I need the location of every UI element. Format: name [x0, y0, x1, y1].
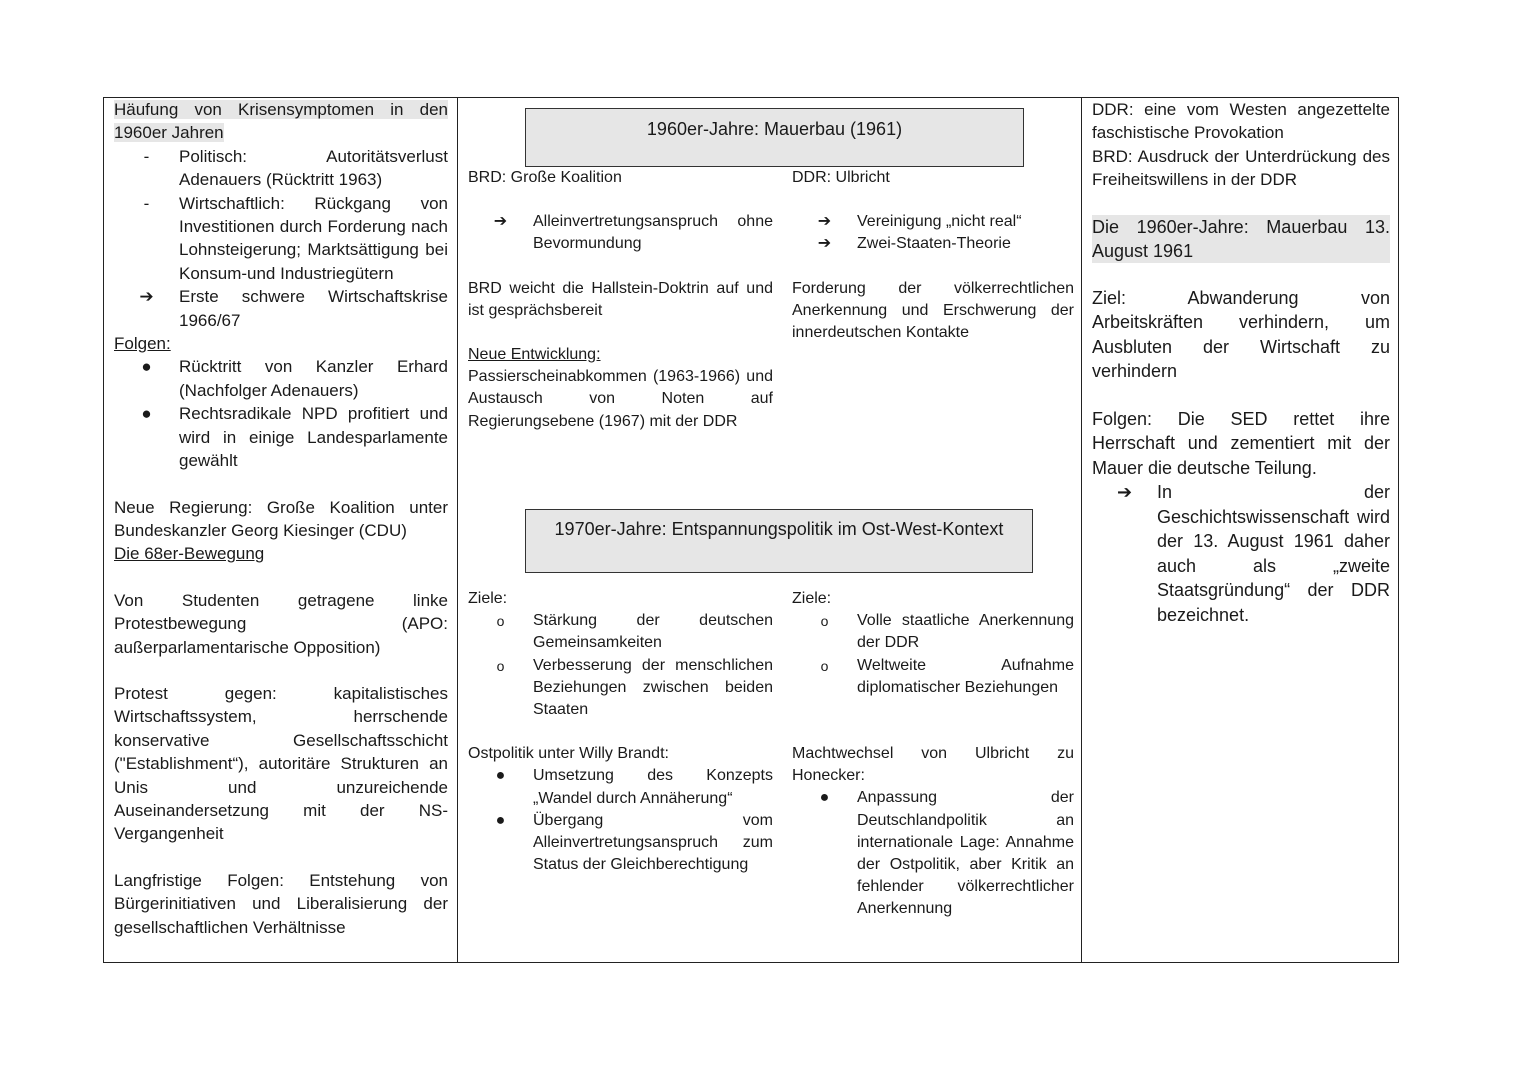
arrow-icon: ➔: [817, 235, 832, 253]
column-1960s-crisis: [114, 98, 448, 939]
regierung-text: Neue Regierung: Große Koalition unter Bundeskanzler Georg Kiesinger (CDU): [114, 497, 448, 540]
list-item-text: Stärkung der deutschen Gemeinsamkeiten: [533, 612, 773, 652]
bullet-marker: ●: [495, 767, 506, 785]
mauerbau-heading: Die 1960er-Jahre: Mauerbau 13. August 1961: [1092, 216, 1390, 261]
bullet-marker: ●: [819, 789, 830, 807]
brd-1960s-column: [468, 167, 773, 433]
column-divider: [457, 98, 458, 962]
list-item: [114, 402, 448, 472]
list-item: [114, 145, 448, 192]
brd-header: BRD: Große Koalition: [468, 169, 622, 186]
neue-entwicklung-label: Neue Entwicklung:: [468, 346, 601, 364]
dash-marker: -: [143, 146, 150, 166]
list-item-text: Rechtsradikale NPD profitiert und wird in einige Landesparlamente gewählt: [179, 404, 448, 471]
list-item: [468, 610, 773, 654]
ziele-label: Ziele:: [468, 590, 508, 607]
list-item: [792, 787, 1074, 920]
folgen-text: Folgen: Die SED rettet ihre Herrschaft und zementiert mit der Mauer die deutsche Teilung.: [1092, 408, 1390, 478]
ddr-view-text: DDR: eine vom Westen angezettelte faschistische Provokation: [1092, 100, 1390, 143]
list-item-text: Verbesserung der menschlichen Beziehungen zwischen beiden Staaten: [533, 656, 773, 719]
list-item: [792, 655, 1074, 699]
list-item-text: Umsetzung des Konzepts „Wandel durch Annäherung“: [533, 767, 773, 807]
studenten-text: Von Studenten getragene linke Protestbewegung (APO: außerparlamentarische Opposition): [114, 590, 448, 657]
list-item-text: Politisch: Autoritätsverlust Adenauers (Rücktritt 1963): [179, 146, 448, 190]
circle-marker: o: [496, 657, 505, 674]
section-title: 1960er-Jahre: Mauerbau (1961): [646, 119, 903, 139]
machtwechsel-label: Machtwechsel von Ulbricht zu Honecker:: [792, 745, 1074, 785]
dash-marker: -: [143, 193, 150, 213]
list-item-text: Erste schwere Wirtschaftskrise 1966/67: [179, 287, 448, 330]
column-divider: [1081, 98, 1082, 962]
list-item-text: Weltweite Aufnahme diplomatischer Beziehungen: [857, 656, 1074, 696]
list-item-text: Vereinigung „nicht real“: [857, 213, 1022, 231]
ddr-1970s-column: [792, 588, 1074, 921]
circle-marker: o: [496, 613, 505, 630]
arrow-icon: ➔: [493, 213, 508, 231]
brd-view-text: BRD: Ausdruck der Unterdrückung des Freiheitswillens in der DDR: [1092, 146, 1390, 190]
list-item: [1092, 480, 1390, 627]
ddr-1960s-column: [792, 167, 1074, 344]
bullet-marker: ●: [141, 404, 152, 424]
ziel-text: Ziel: Abwanderung von Arbeitskräften verhindern, um Ausbluten der Wirtschaft zu verhindern: [1092, 287, 1390, 382]
list-item-text: Rücktritt von Kanzler Erhard (Nachfolger Adenauers): [179, 357, 448, 400]
folgen-label: Folgen:: [114, 334, 171, 354]
list-item: [468, 655, 773, 722]
circle-marker: o: [820, 657, 829, 674]
crisis-heading: Häufung von Krisensymptomen in den 1960er Jahren: [114, 100, 448, 143]
list-item-text: Übergang vom Alleinvertretungsanspruch zum Status der Gleichberechtigung: [533, 811, 773, 874]
list-item-text: Anpassung der Deutschlandpolitik an internationale Lage: Annahme der Ostpolitik, aber Kritik an fehlender völkerrechtlicher Anerkennung: [857, 789, 1074, 918]
hallstein-text: BRD weicht die Hallstein-Doktrin auf und ist gesprächsbereit: [468, 279, 773, 319]
list-item: [468, 810, 773, 877]
list-item: [114, 192, 448, 286]
list-item-text: Zwei-Staaten-Theorie: [857, 235, 1011, 253]
document-table: [103, 97, 1399, 963]
list-item: [114, 355, 448, 402]
list-item: [468, 765, 773, 809]
brd-1970s-column: [468, 588, 773, 876]
section-box-1960s: [525, 108, 1024, 167]
column-mauerbau: [1092, 98, 1390, 627]
forderung-text: Forderung der völkerrechtlichen Anerkennung und Erschwerung der innerdeutschen Kontakte: [792, 279, 1074, 342]
bewegung-title: Die 68er-Bewegung: [114, 544, 265, 564]
section-box-1970s: [525, 509, 1033, 573]
list-item: [792, 610, 1074, 654]
list-item-text: In der Geschichtswissenschaft wird der 13. August 1961 daher auch als „zweite Staatsgründung“ der DDR bezeichnet.: [1157, 482, 1390, 625]
ddr-header: DDR: Ulbricht: [792, 169, 890, 186]
list-item: [468, 211, 773, 255]
list-item-text: Alleinvertretungsanspruch ohne Bevormundung: [533, 213, 773, 253]
arrow-icon: ➔: [139, 287, 154, 307]
neue-entwicklung-text: Passierscheinabkommen (1963-1966) und Austausch von Noten auf Regierungsebene (1967) mit der DDR: [468, 368, 773, 430]
protest-text: Protest gegen: kapitalistisches Wirtschaftssystem, herrschende konservative Gesellschaftsschicht ("Establishment“), autoritäre Strukturen an Unis und unzureichende Auseinandersetzung mit der NS-Vergangenheit: [114, 683, 448, 844]
list-item-text: Wirtschaftlich: Rückgang von Investitionen durch Forderung nach Lohnsteigerung; Marktsättigung bei Konsum-und Industriegütern: [179, 193, 448, 283]
list-item: [114, 285, 448, 332]
ostpolitik-label: Ostpolitik unter Willy Brandt:: [468, 745, 669, 763]
arrow-icon: ➔: [817, 213, 832, 231]
list-item: [792, 211, 1074, 233]
arrow-icon: ➔: [1116, 482, 1133, 503]
ziele-label: Ziele:: [792, 590, 832, 607]
langfristig-text: Langfristige Folgen: Entstehung von Bürgerinitiativen und Liberalisierung der gesellschaftlichen Verhältnisse: [114, 870, 448, 937]
circle-marker: o: [820, 613, 829, 630]
section-title: 1970er-Jahre: Entspannungspolitik im Ost-West-Kontext: [554, 519, 1004, 539]
bullet-marker: ●: [141, 357, 152, 377]
bullet-marker: ●: [495, 811, 506, 829]
list-item-text: Volle staatliche Anerkennung der DDR: [857, 612, 1074, 652]
list-item: [792, 233, 1074, 255]
